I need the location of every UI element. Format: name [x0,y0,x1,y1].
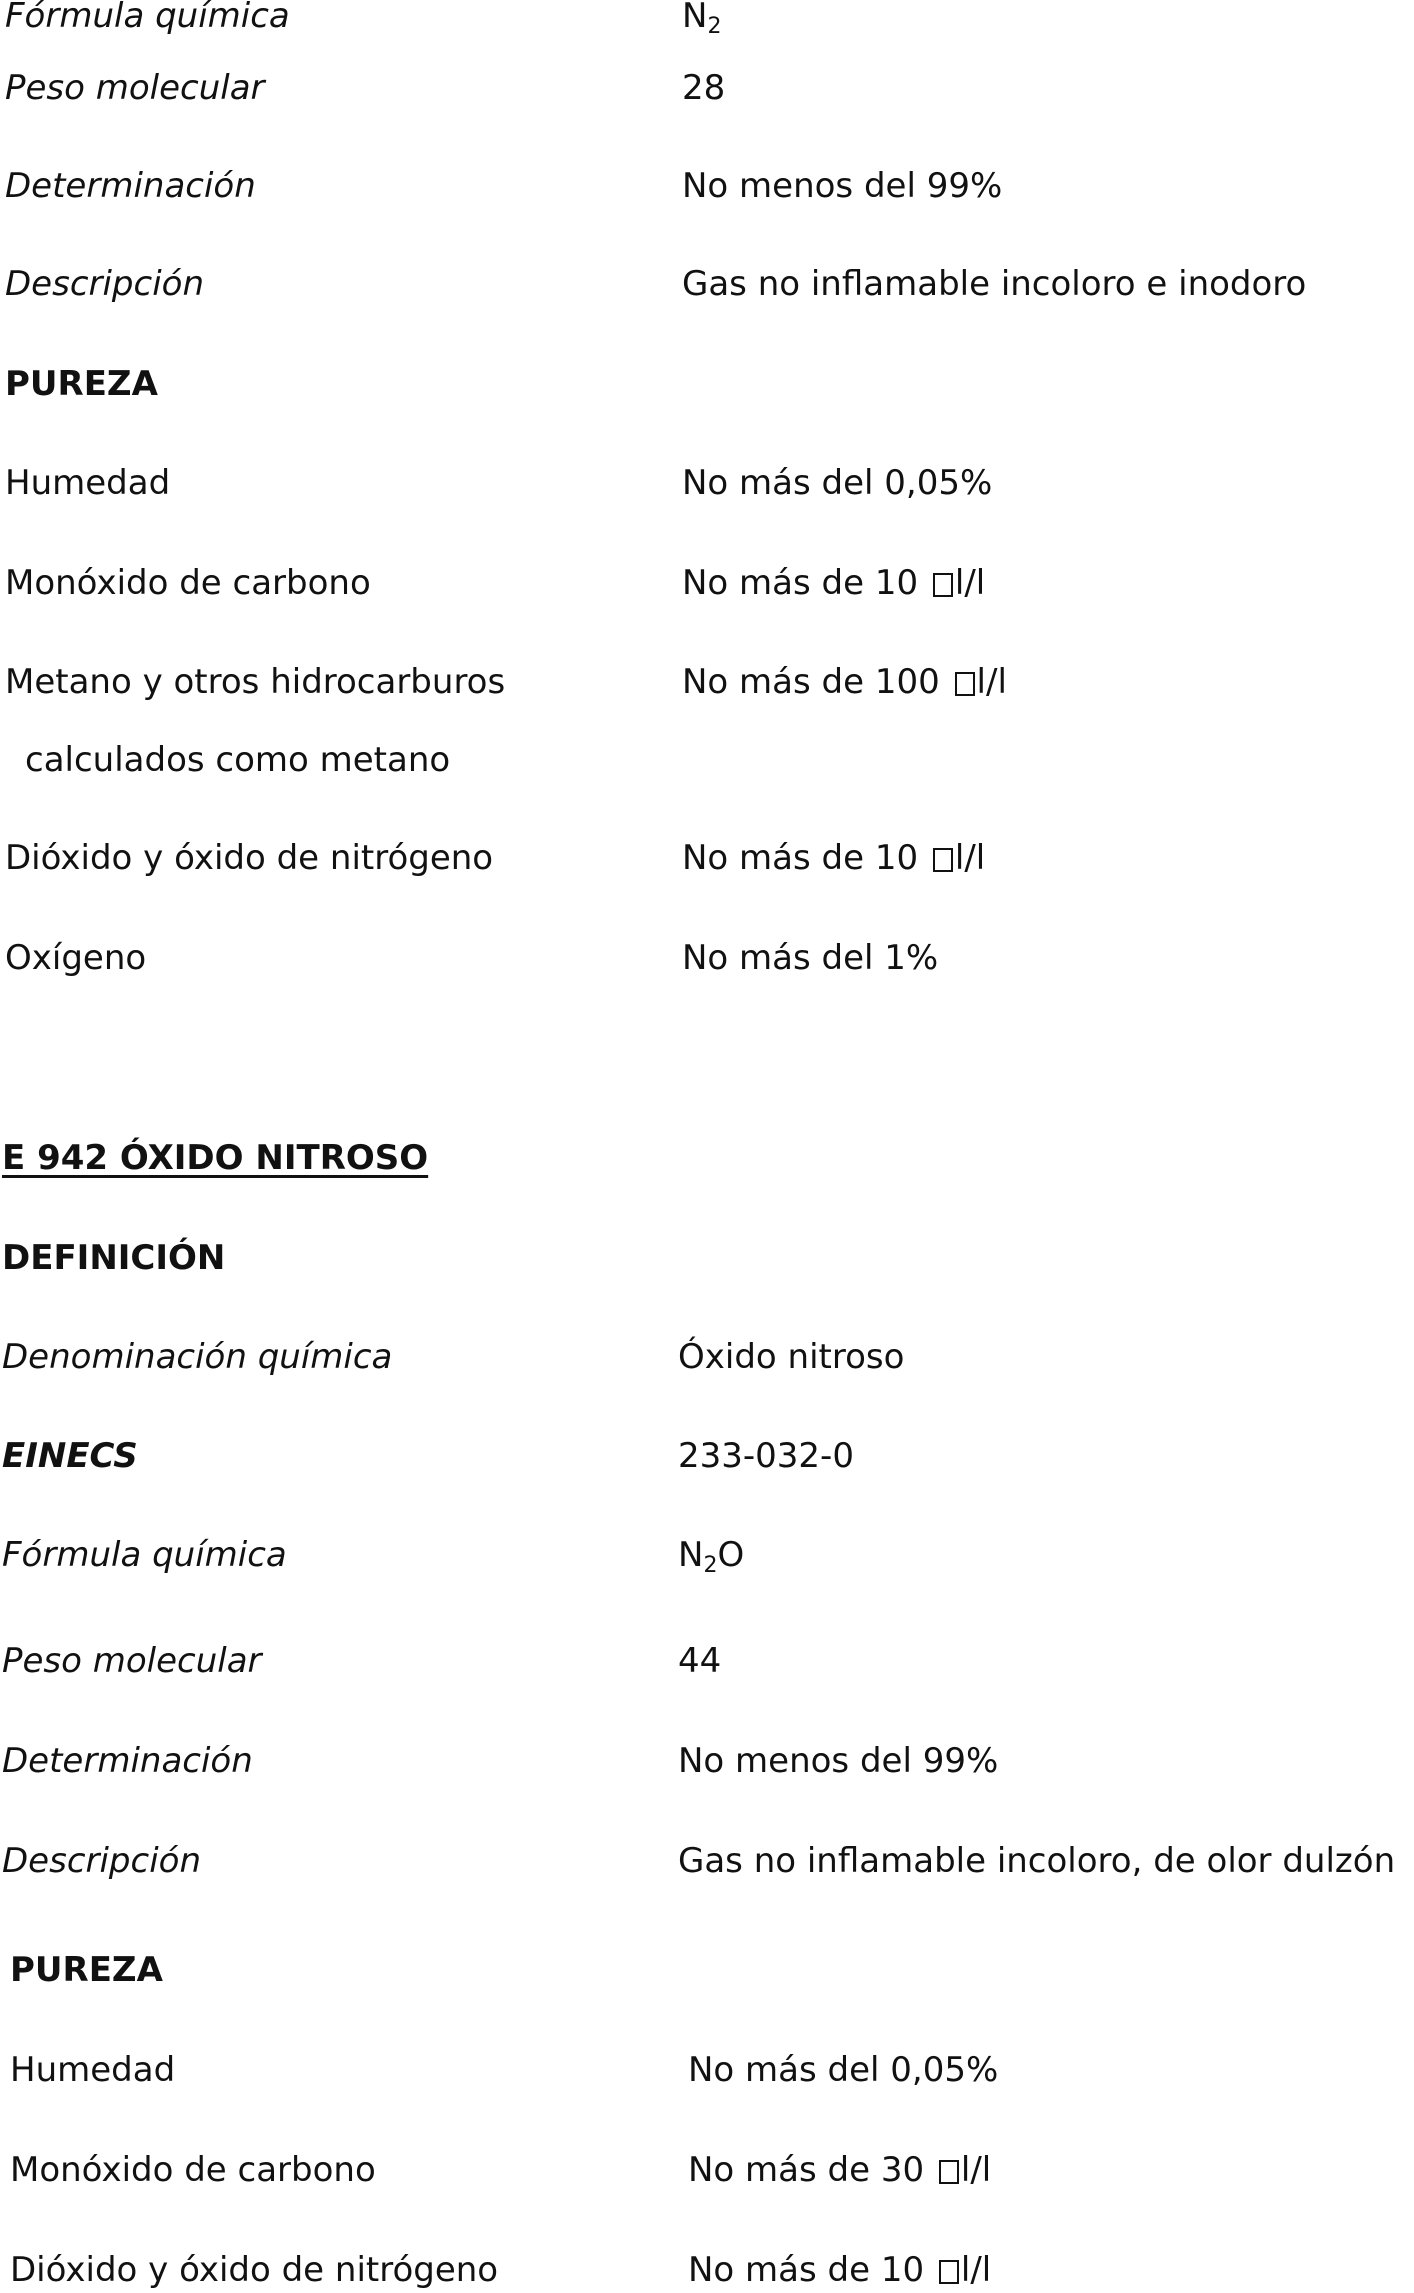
n2-purity-value: No más del 1% [682,938,939,978]
n2o-chem-name-value: Óxido nitroso [678,1337,905,1377]
n2o-description-label: Descripción [2,1841,202,1881]
n2o-einecs-value: 233-032-0 [678,1436,854,1476]
n2o-purity-label: Dióxido y óxido de nitrógeno [10,2250,499,2290]
n2o-purity-heading: PUREZA [10,1950,163,1990]
n2o-assay-value: No menos del 99% [678,1741,999,1781]
n2o-purity-value: No más de 30 l/l [688,2150,992,2190]
n2-purity-label: Humedad [5,463,171,503]
n2o-definition-heading: DEFINICIÓN [2,1238,226,1278]
n2o-chem-name-label: Denominación química [2,1337,393,1377]
missing-glyph-icon [939,2260,959,2284]
n2-formula-label: Fórmula química [5,0,290,36]
n2o-assay-label: Determinación [2,1741,253,1781]
n2-formula-value: $N_2$ [682,0,722,39]
n2-purity-label: Oxígeno [5,938,147,978]
n2o-purity-value: No más de 10 l/l [688,2250,992,2290]
missing-glyph-icon [939,2160,959,2184]
n2o-description-value: Gas no inflamable incoloro, de olor dulzón [678,1841,1396,1881]
n2-purity-heading: PUREZA [5,364,158,404]
n2-purity-value: No más de 10 l/l [682,838,986,878]
n2-purity-value: No más de 10 l/l [682,563,986,603]
n2o-formula-label: Fórmula química [2,1535,287,1575]
n2o-purity-label: Monóxido de carbono [10,2150,376,2190]
n2-assay-value: No menos del 99% [682,166,1003,206]
n2o-purity-label: Humedad [10,2050,176,2090]
missing-glyph-icon [933,573,953,597]
missing-glyph-icon [933,848,953,872]
n2-purity-value: No más de 100 l/l [682,662,1007,702]
n2o-section-title: E 942 ÓXIDO NITROSO [2,1138,429,1178]
n2-purity-label: Metano y otros hidrocarburos [5,662,506,702]
n2o-formula-value: $N_2O$ [678,1535,745,1578]
n2o-weight-label: Peso molecular [2,1641,262,1681]
n2-assay-label: Determinación [5,166,256,206]
n2-purity-label-continuation: calculados como metano [25,740,451,780]
n2-weight-value: 28 [682,68,726,108]
n2-purity-label: Monóxido de carbono [5,563,371,603]
n2-weight-label: Peso molecular [5,68,265,108]
n2-description-value: Gas no inflamable incoloro e inodoro [682,264,1307,304]
n2-description-label: Descripción [5,264,205,304]
n2o-weight-value: 44 [678,1641,722,1681]
n2-purity-value: No más del 0,05% [682,463,993,503]
n2o-einecs-label: EINECS [2,1436,138,1476]
n2-purity-label: Dióxido y óxido de nitrógeno [5,838,494,878]
missing-glyph-icon [955,672,975,696]
n2o-purity-value: No más del 0,05% [688,2050,999,2090]
